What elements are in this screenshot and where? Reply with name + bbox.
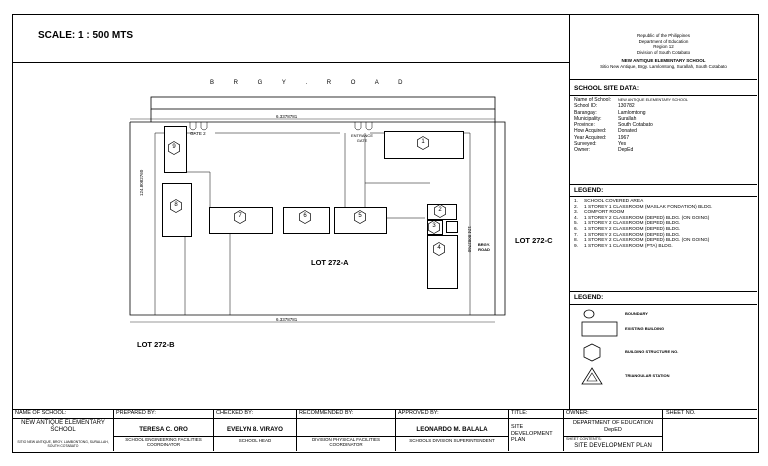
checked-title: SCHOOL HEAD — [238, 438, 272, 443]
scale-label: SCALE: 1 : 500 MTS — [38, 30, 134, 41]
legend2-structure: BUILDING STRUCTURE NO. — [625, 349, 679, 354]
site-data-value: Donated — [618, 128, 637, 135]
dim-left: 124.8082760 — [139, 169, 144, 196]
approved-header: APPROVED BY: — [398, 410, 439, 416]
building-label-5: 5 — [358, 213, 362, 219]
building-4 — [427, 235, 458, 289]
site-data-row — [574, 147, 756, 153]
site-data-value: Surallah — [618, 115, 637, 122]
site-data-key: Province: — [574, 122, 595, 129]
divider — [569, 184, 757, 185]
site-data-key: How Acquired: — [574, 128, 607, 135]
header-line: Department of Education — [638, 38, 689, 44]
divider — [569, 95, 757, 96]
building-5 — [334, 207, 387, 234]
divider — [12, 418, 757, 419]
owner-value: DEPARTMENT OF EDUCATION DepED — [573, 420, 653, 433]
sheet-no-header: SHEET NO. — [666, 410, 696, 416]
site-data-key: Surveyed: — [574, 141, 597, 148]
divider — [662, 409, 663, 451]
name-of-school: NEW ANTIQUE ELEMENTARY SCHOOL — [21, 420, 105, 433]
site-data-key: Year Acquired: — [574, 134, 607, 141]
site-data-value: 130782 — [618, 103, 635, 110]
hexagon-symbol — [584, 344, 600, 361]
dim-top: 6.3378781 — [276, 114, 298, 119]
lot-272-a: LOT 272-A — [311, 258, 349, 267]
building-label-2: 2 — [438, 207, 442, 213]
legend2-station: TRIANGULAR STATION — [625, 373, 670, 378]
building-label-6: 6 — [303, 213, 307, 219]
checked-name: EVELYN 8. VIRAYO — [227, 426, 283, 433]
legend-item-text: 1 STOREY 2 CLASSROOM (DEPED) BLDG. (ON GOING) — [584, 238, 710, 244]
building-6 — [283, 207, 330, 234]
lot-272-b: LOT 272-B — [137, 340, 175, 349]
building-label-1: 1 — [421, 139, 425, 145]
legend-item-text: 1 STOREY 1 CLASSROOM (MASLAK FONDATION) BLDG. — [584, 204, 713, 210]
legend2-boundary: BOUNDARY — [625, 311, 648, 316]
building-label-4: 4 — [437, 245, 441, 251]
building-label-9: 9 — [172, 144, 176, 150]
site-data — [574, 85, 756, 92]
legend-item-number: 4. — [574, 215, 579, 221]
title-value: SITE DEVELOPMENT PLAN — [511, 424, 553, 443]
building-label-3: 3 — [432, 223, 436, 229]
building-1 — [384, 131, 464, 159]
site-data-title: SCHOOL SITE DATA: — [574, 85, 639, 92]
building-8 — [162, 183, 192, 237]
lot-272-c: LOT 272-C — [515, 236, 553, 245]
legend-item-number: 3. — [574, 210, 579, 216]
legend-item-number: 5. — [574, 221, 579, 227]
divider — [569, 304, 757, 305]
header-line: Region 12 — [653, 44, 674, 49]
legend-item-text: SCHOOL COVERED AREA — [584, 199, 644, 204]
divider — [569, 196, 757, 197]
owner-header: OWNER: — [566, 410, 589, 416]
site-data-key: Owner: — [574, 147, 591, 154]
brgy-road-label: BRGY. ROAD — [477, 242, 491, 252]
header-line: Division of South Cotabato — [636, 49, 691, 55]
legend-item — [574, 244, 754, 250]
right-panel-divider — [569, 14, 570, 409]
building-label-7: 7 — [238, 213, 242, 219]
legend-item-number: 1. — [574, 199, 579, 204]
building-3b — [446, 221, 458, 233]
legend-item-number: 9. — [574, 243, 579, 249]
building-label-8: 8 — [174, 202, 178, 208]
legend-item-text: COMFORT ROOM — [584, 210, 625, 216]
checked-header: CHECKED BY: — [216, 410, 253, 416]
site-data-value: DepEd — [618, 147, 634, 154]
site-data-key: Name of School: — [574, 97, 611, 103]
legend-item-text: 1 STOREY 2 CLASSROOM (DEPED) BLDG. — [584, 226, 681, 232]
prepared-name: TERESA C. ORO — [139, 426, 188, 433]
legend-item-text: 1 STOREY 2 CLASSROOM (DEPED) BLDG. — [584, 232, 681, 238]
site-data-value: South Cotabato — [618, 122, 653, 129]
site-data-key: School ID: — [574, 103, 598, 110]
legend-list — [574, 199, 754, 249]
site-data-rows — [574, 97, 756, 154]
divider — [569, 79, 757, 80]
legend-item-text: 1 STOREY 2 CLASSROOM (DEPED) BLDG. — [584, 221, 681, 227]
boundary-symbol — [584, 310, 594, 318]
legend-item-number: 7. — [574, 232, 579, 238]
prepared-title: SCHOOL ENGINEERING FACILITIES COORDINATOR — [125, 437, 202, 447]
sheet-contents-value: SITE DEVELOPMENT PLAN — [574, 443, 652, 449]
recommended-header: RECOMMENDED BY: — [299, 410, 354, 416]
building-7 — [209, 207, 273, 234]
header-school-name: NEW ANTIQUE ELEMENTARY SCHOOL — [621, 58, 706, 63]
legend-item-number: 8. — [574, 238, 579, 244]
legend-item-number: 2. — [574, 204, 579, 210]
site-data-key: Municipality: — [574, 115, 602, 122]
approved-name: LEONARDO M. BALALA — [416, 426, 488, 433]
existing-building-symbol — [582, 322, 617, 336]
sheet-contents-header: SHEET CONTENTS: — [566, 437, 602, 441]
triangle-symbol — [582, 368, 602, 384]
title-header: TITLE: — [511, 410, 528, 416]
legend-symbols — [580, 306, 620, 406]
site-data-value: 1967 — [618, 134, 630, 141]
site-data-key: Barangay: — [574, 109, 597, 116]
legend-title: LEGEND: — [574, 187, 604, 194]
prepared-header: PREPARED BY: — [116, 410, 156, 416]
recommended-title: DIVISION PHYSICAL FACILITIES COORDINATOR — [311, 437, 381, 447]
dim-bottom: 6.3378781 — [276, 317, 298, 322]
site-data-value: Lamlomtong — [618, 109, 646, 116]
dim-right: 124.8082760 — [467, 226, 472, 253]
legend-item-text: 1 STOREY 1 CLASSROOM (PTA) BLDG. — [584, 243, 673, 249]
header-block — [572, 33, 755, 69]
legend-item-number: 6. — [574, 226, 579, 232]
header-address: Sitio New Antique, Brgy. Lamlomtong, Surallah, South Cotabato — [600, 63, 727, 69]
legend2-title: LEGEND: — [574, 294, 604, 301]
road-label: B R G Y . R O A D — [210, 80, 412, 86]
divider — [569, 291, 757, 292]
divider — [508, 409, 509, 451]
site-data-value: Yes — [618, 141, 627, 148]
gate-2-label: GATE 2 — [190, 131, 206, 136]
site-data-value: NEW ANTIQUE ELEMENTARY SCHOOL — [618, 98, 689, 102]
approved-title: SCHOOLS DIVISION SUPERINTENDENT — [409, 438, 495, 443]
header-line: Republic of the Philippines — [636, 33, 691, 38]
name-of-school-header: NAME OF SCHOOL: — [15, 410, 67, 416]
legend2-existing: EXISTING BUILDING — [625, 326, 665, 331]
legend-item-text: 1 STOREY 2 CLASSROOM (DEPED) BLDG. (ON GOING) — [584, 215, 710, 221]
entrance-gate-label: ENTRANCE GATE — [350, 133, 373, 143]
school-address: SITIO NEW ANTIQUE, BRGY. LAMBONTONG, SURALLAH, SOUTH COTABATO — [17, 440, 109, 448]
